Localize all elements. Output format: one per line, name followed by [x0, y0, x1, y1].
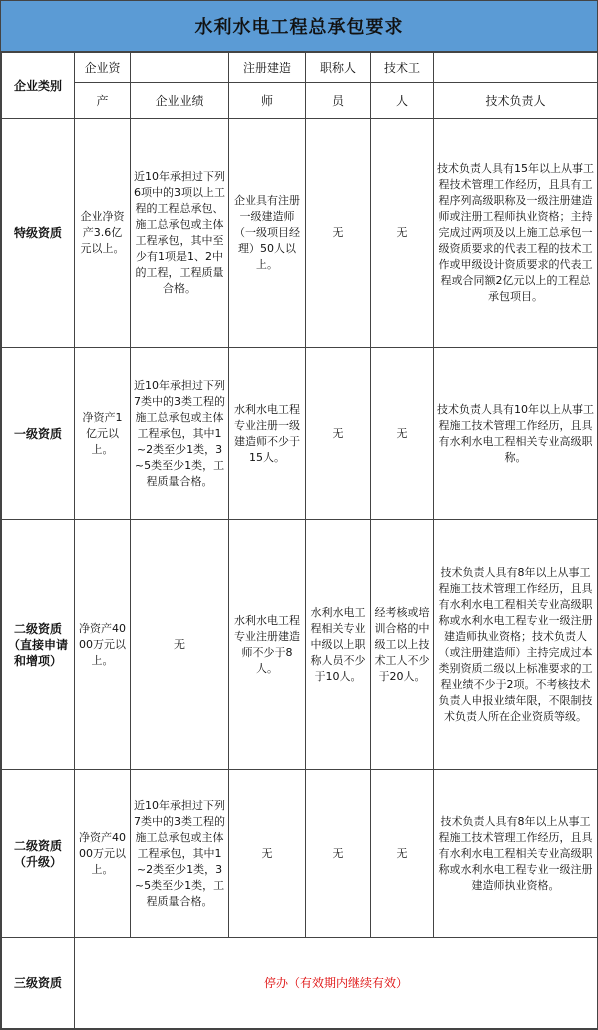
- reg-eng-cell: [229, 348, 306, 520]
- header-tech-worker-line2: 人: [371, 83, 434, 119]
- tech-worker-text: 经考核或培训合格的中级工以上技术工人不少于20人。: [374, 605, 430, 683]
- title-person-cell: [306, 520, 371, 770]
- header-title-person-line1: 职称人: [306, 53, 371, 83]
- performance-cell: [131, 348, 229, 520]
- performance-text: 近10年承担过下列6项中的3项以上工程的工程总承包、施工总承包或主体工程承包，其中至少有1项是1、2中的工程，工程质量合格。: [134, 170, 225, 295]
- page-title: 水利水电工程总承包要求: [1, 1, 597, 52]
- assets-text: 企业净资产3.6亿元以上。: [80, 210, 125, 255]
- performance-cell: [131, 770, 229, 938]
- tech-worker-cell: [371, 520, 434, 770]
- tech-lead-cell: [434, 119, 598, 348]
- tech-worker-cell: 无: [371, 348, 434, 520]
- tech-lead-text: 技术负责人具有8年以上从事工程施工技术管理工作经历，且具有水利水电工程相关专业高级职称或水利水电工程专业一级注册建造师执业资格；技术负责人（或注册建造师）主持完成过本类别资质二级以上标准要求的工程业绩不少于2项。不考核技术负责人申报业绩年限，不限制技术负责人所在企业资质等级。: [438, 565, 593, 723]
- assets-cell: [75, 119, 131, 348]
- header-row-bottom: [2, 83, 598, 119]
- assets-cell: [75, 348, 131, 520]
- tech-lead-text: 技术负责人具有15年以上从事工程技术管理工作经历，且具有工程序列高级职称及一级注册建造师或注册工程师执业资格；主持完成过两项及以上施工总承包一级资质要求的代表工程的技术工作或甲级设计资质要求的代表工程或合同额2亿元以上的工程总承包项目。: [437, 162, 594, 303]
- header-tech-lead: 技术负责人: [434, 83, 598, 119]
- assets-text: 净资产4000万元以上。: [79, 621, 126, 667]
- header-row-top: [2, 53, 598, 83]
- category-cell: 二级资质（升级）: [2, 770, 75, 938]
- header-title-person-line2: 员: [306, 83, 371, 119]
- title-person-cell: 无: [306, 119, 371, 348]
- table-row: [2, 348, 598, 520]
- performance-text: 近10年承担过下列7类中的3类工程的施工总承包或主体工程承包，其中1~2类至少1类，3~5类至少1类，工程质量合格。: [134, 378, 225, 488]
- discontinued-note: 停办（有效期内继续有效）: [75, 938, 598, 1029]
- requirements-table: [1, 52, 598, 1029]
- table-row: [2, 520, 598, 770]
- assets-text: 净资产4000万元以上。: [79, 830, 126, 876]
- title-person-cell: 无: [306, 770, 371, 938]
- reg-eng-text: 企业具有注册一级建造师（一级项目经理）50人以上。: [234, 194, 300, 271]
- category-cell: 二级资质（直接申请和增项）: [2, 520, 75, 770]
- tech-lead-cell: [434, 520, 598, 770]
- header-tech-worker-line1: 技术工: [371, 53, 434, 83]
- assets-cell: [75, 520, 131, 770]
- header-category: 企业类别: [2, 53, 75, 119]
- category-cell: 特级资质: [2, 119, 75, 348]
- reg-eng-text: 水利水电工程专业注册一级建造师不少于15人。: [234, 402, 300, 464]
- header-reg-eng-line2: 师: [229, 83, 306, 119]
- assets-text: 净资产1亿元以上。: [82, 410, 123, 456]
- table-row: [2, 119, 598, 348]
- reg-eng-cell: 无: [229, 770, 306, 938]
- category-cell: 三级资质: [2, 938, 75, 1029]
- header-performance: 企业业绩: [131, 83, 229, 119]
- tech-lead-cell: [434, 348, 598, 520]
- reg-eng-cell: [229, 520, 306, 770]
- performance-text: 近10年承担过下列7类中的3类工程的施工总承包或主体工程承包，其中1~2类至少1类，3~5类至少1类，工程质量合格。: [134, 798, 225, 908]
- table-row: [2, 938, 598, 1029]
- category-cell: 一级资质: [2, 348, 75, 520]
- tech-lead-cell: [434, 770, 598, 938]
- table-row: [2, 770, 598, 938]
- header-reg-eng-line1: 注册建造: [229, 53, 306, 83]
- tech-worker-cell: 无: [371, 770, 434, 938]
- header-performance-top: [131, 53, 229, 83]
- tech-worker-cell: 无: [371, 119, 434, 348]
- assets-cell: [75, 770, 131, 938]
- performance-cell: [131, 119, 229, 348]
- reg-eng-cell: [229, 119, 306, 348]
- performance-cell: 无: [131, 520, 229, 770]
- header-assets-line1: 企业资: [75, 53, 131, 83]
- reg-eng-text: 水利水电工程专业注册建造师不少于8人。: [234, 613, 300, 675]
- title-person-cell: 无: [306, 348, 371, 520]
- header-assets-line2: 产: [75, 83, 131, 119]
- tech-lead-text: 技术负责人具有8年以上从事工程施工技术管理工作经历，且具有水利水电工程相关专业高级职称或水利水电工程专业一级注册建造师执业资格。: [438, 814, 593, 892]
- header-tech-lead-top: [434, 53, 598, 83]
- title-person-text: 水利水电工程相关专业中级以上职称人员不少于10人。: [310, 605, 366, 683]
- tech-lead-text: 技术负责人具有10年以上从事工程施工技术管理工作经历，且具有水利水电工程相关专业高级职称。: [437, 402, 594, 464]
